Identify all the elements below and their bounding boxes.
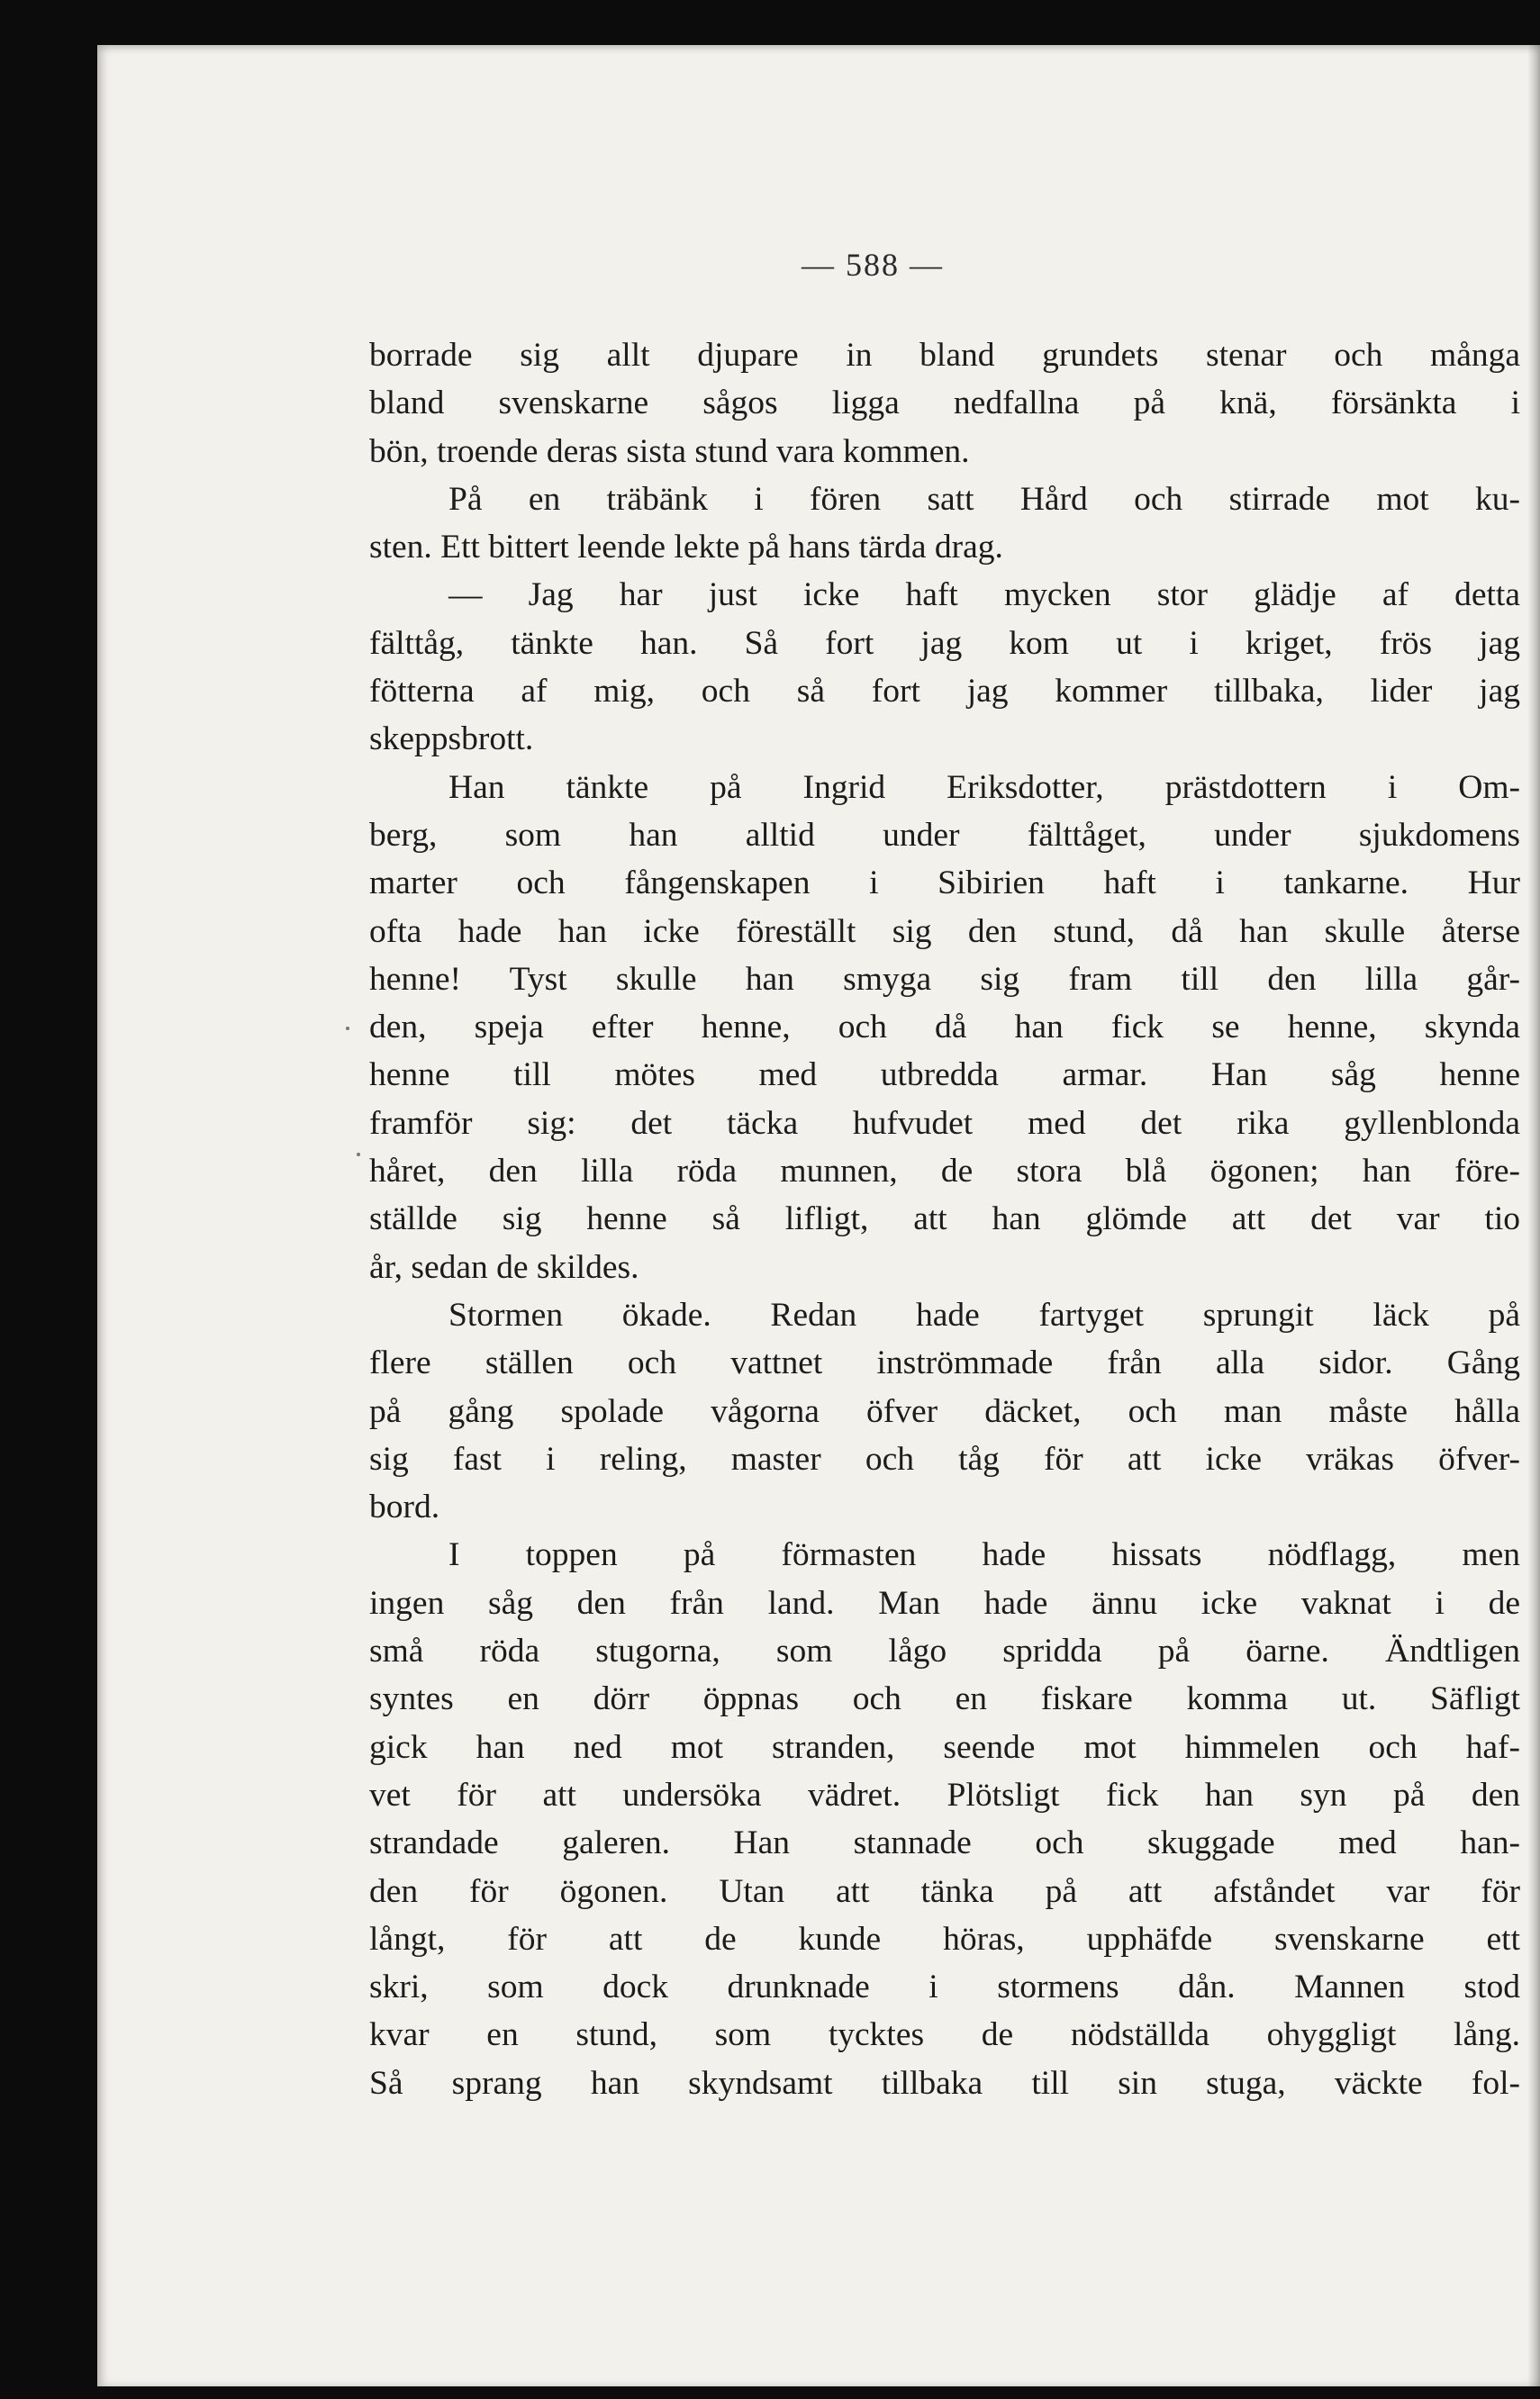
text-line: håret, den lilla röda munnen, de stora blå ögonen; han före-	[369, 1153, 1520, 1190]
text-line: sig fast i reling, master och tåg för att icke vräkas öfver-	[369, 1440, 1520, 1478]
text-line: ingen såg den från land. Man hade ännu icke vaknat i de	[369, 1584, 1520, 1622]
text-line: bord.	[369, 1489, 440, 1526]
text-line: skri, som dock drunknade i stormens dån. Mannen stod	[369, 1969, 1520, 2006]
scan-speck	[357, 1153, 360, 1156]
text-line: borrade sig allt djupare in bland grundets stenar och många	[369, 337, 1520, 374]
text-line: långt, för att de kunde höras, upphäfde svenskarne ett	[369, 1920, 1520, 1958]
text-line: år, sedan de skildes.	[369, 1248, 639, 1286]
text-line: I toppen på förmasten hade hissats nödflagg, men	[448, 1536, 1520, 1574]
text-line: Stormen ökade. Redan hade fartyget sprungit läck på	[448, 1296, 1520, 1334]
text-line: berg, som han alltid under fälttåget, under sjukdomens	[369, 816, 1520, 854]
text-line: kvar en stund, som tycktes de nödställda ohyggligt lång.	[369, 2016, 1520, 2054]
text-line: marter och fångenskapen i Sibirien haft i tankarne. Hur	[369, 865, 1520, 902]
text-line: bland svenskarne sågos ligga nedfallna på knä, försänkta i	[369, 385, 1520, 422]
text-line: På en träbänk i fören satt Hård och stirrade mot ku-	[448, 480, 1520, 518]
text-line: ställde sig henne så lifligt, att han glömde att det var tio	[369, 1200, 1520, 1238]
text-line: skeppsbrott.	[369, 720, 534, 758]
text-line: henne! Tyst skulle han smyga sig fram till den lilla går-	[369, 960, 1520, 998]
text-line: Så sprang han skyndsamt tillbaka till sin stuga, väckte fol-	[369, 2064, 1520, 2102]
text-line: Han tänkte på Ingrid Eriksdotter, prästdottern i Om-	[448, 768, 1520, 806]
text-line: små röda stugorna, som lågo spridda på öarne. Ändtligen	[369, 1633, 1520, 1670]
book-page	[97, 45, 1540, 2386]
text-line: flere ställen och vattnet inströmmade från alla sidor. Gång	[369, 1344, 1520, 1382]
scan-speck	[346, 1027, 349, 1030]
text-line: syntes en dörr öppnas och en fiskare komma ut. Säfligt	[369, 1680, 1520, 1718]
text-line: den, speja efter henne, och då han fick se henne, skynda	[369, 1009, 1520, 1046]
text-line: vet för att undersöka vädret. Plötsligt fick han syn på den	[369, 1776, 1520, 1814]
text-line: fötterna af mig, och så fort jag kommer tillbaka, lider jag	[369, 673, 1520, 711]
text-line: framför sig: det täcka hufvudet med det rika gyllenblonda	[369, 1104, 1520, 1142]
text-line: fälttåg, tänkte han. Så fort jag kom ut i kriget, frös jag	[369, 624, 1520, 662]
text-line: bön, troende deras sista stund vara kommen.	[369, 432, 970, 470]
text-line: henne till mötes med utbredda armar. Han såg henne	[369, 1056, 1520, 1094]
page-edge-shadow	[1527, 45, 1540, 2386]
text-line: sten. Ett bittert leende lekte på hans tärda drag.	[369, 529, 1003, 566]
text-line: strandade galeren. Han stannade och skuggade med han-	[369, 1824, 1520, 1862]
body-text	[369, 331, 1520, 2107]
text-line: på gång spolade vågorna öfver däcket, och man måste hålla	[369, 1392, 1520, 1430]
page-number: — 588 —	[802, 247, 944, 283]
text-line: — Jag har just icke haft mycken stor glädje af detta	[448, 576, 1520, 614]
text-line: gick han ned mot stranden, seende mot himmelen och haf-	[369, 1728, 1520, 1766]
text-line: ofta hade han icke föreställt sig den stund, då han skulle återse	[369, 912, 1520, 950]
text-line: den för ögonen. Utan att tänka på att afståndet var för	[369, 1872, 1520, 1910]
